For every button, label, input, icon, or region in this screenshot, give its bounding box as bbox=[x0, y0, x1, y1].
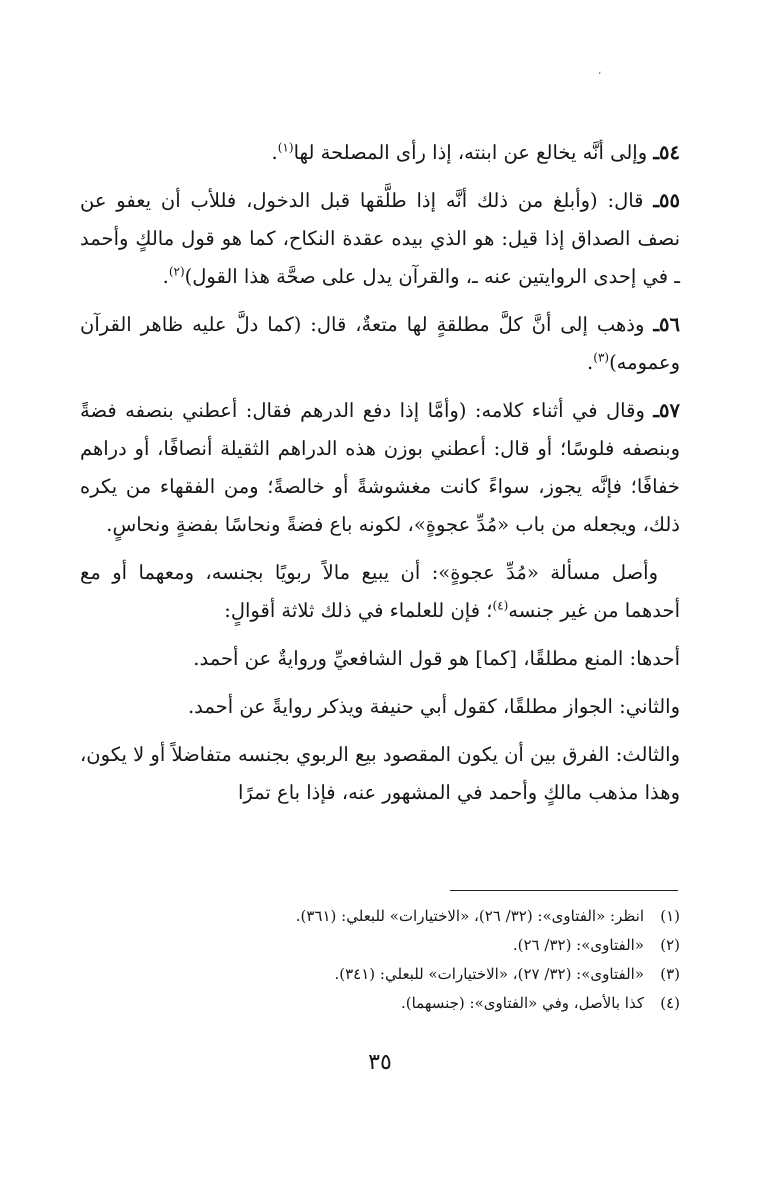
paragraph-text: قال: (وأبلغ من ذلك أنَّه إذا طلَّقها قبل الدخول، فللأب أن يعفو عن نصف الصداق إذا قيل: هو الذي بيده عقدة النكاح، كما هو قول مالكٍ وأحمد ـ في إحدى الروايتين عنه ـ، والقرآن يدل على صحَّة هذا القول) bbox=[80, 189, 680, 288]
footnote-text: كذا بالأصل، وفي «الفتاوى»: (جنسهما). bbox=[400, 994, 644, 1012]
footnote-separator bbox=[450, 890, 678, 891]
paragraph-number: ٥٥ـ bbox=[653, 189, 680, 212]
paragraph-number: ٥٤ـ bbox=[653, 141, 680, 164]
footnote-1 bbox=[80, 902, 680, 931]
paragraph-first-opinion bbox=[80, 640, 680, 678]
paragraph-57 bbox=[80, 392, 680, 544]
footnote-ref: (٤) bbox=[492, 598, 509, 613]
paragraph-mudd-ajwa bbox=[80, 554, 680, 630]
main-text bbox=[80, 134, 680, 822]
paragraph-tail: . bbox=[587, 351, 594, 374]
footnote-number: (١) bbox=[660, 907, 680, 925]
footnote-3 bbox=[80, 960, 680, 989]
paragraph-56 bbox=[80, 306, 680, 382]
paragraph-tail: . bbox=[162, 265, 169, 288]
stray-mark: ، bbox=[598, 66, 602, 77]
footnote-2 bbox=[80, 931, 680, 960]
paragraph-text: أحدها: المنع مطلقًا، [كما] هو قول الشافعيِّ وروايةٌ عن أحمد. bbox=[193, 647, 680, 670]
paragraph-tail: . bbox=[271, 141, 278, 164]
paragraph-number: ٥٧ـ bbox=[653, 399, 680, 422]
paragraph-second-opinion bbox=[80, 688, 680, 726]
footnote-ref: (٢) bbox=[168, 264, 185, 279]
paragraph-text: والثالث: الفرق بين أن يكون المقصود بيع الربوي بجنسه متفاضلاً أو لا يكون، وهذا مذهب مالكٍ وأحمد في المشهور عنه، فإذا باع تمرًا bbox=[80, 743, 680, 804]
footnote-number: (٣) bbox=[660, 965, 680, 983]
footnote-4 bbox=[80, 989, 680, 1018]
footnote-text: «الفتاوى»: (٣٢/ ٢٧)، «الاختيارات» للبعلي: (٣٤١). bbox=[334, 965, 644, 983]
paragraph-third-opinion bbox=[80, 736, 680, 812]
footnote-text: «الفتاوى»: (٣٢/ ٢٦). bbox=[512, 936, 644, 954]
footnote-number: (٤) bbox=[660, 994, 680, 1012]
footnote-text: انظر: «الفتاوى»: (٣٢/ ٢٦)، «الاختيارات» للبعلي: (٣٦١). bbox=[295, 907, 644, 925]
paragraph-text: وإلى أنَّه يخالع عن ابنته، إذا رأى المصلحة لها bbox=[293, 141, 654, 164]
paragraph-54 bbox=[80, 134, 680, 172]
paragraph-text: وأصل مسألة «مُدِّ عجوةٍ»: أن يبيع مالاً ربويًا بجنسه، ومعهما أو مع أحدهما من غير جنسه bbox=[80, 561, 680, 622]
paragraph-text: وذهب إلى أنَّ كلَّ مطلقةٍ لها متعةٌ، قال: (كما دلَّ عليه ظاهر القرآن وعمومه) bbox=[80, 313, 680, 374]
paragraph-tail: ؛ فإن للعلماء في ذلك ثلاثة أقوالٍ: bbox=[224, 599, 493, 622]
footnotes bbox=[80, 902, 680, 1018]
footnote-ref: (١) bbox=[277, 140, 294, 155]
footnote-number: (٢) bbox=[660, 936, 680, 954]
footnote-ref: (٣) bbox=[593, 350, 610, 365]
paragraph-text: وقال في أثناء كلامه: (وأمَّا إذا دفع الدرهم فقال: أعطني بنصفه فضةً وبنصفه فلوسًا؛ أو قال: أعطني بوزن هذه الدراهم الثقيلة أنصافًا، أو دراهم خفافًا؛ فإنَّه يجوز، سواءً كانت مغشوشةً أو خالصةً؛ ومن الفقهاء من يكره ذلك، ويجعله من باب «مُدِّ عجوةٍ»، لكونه باع فضةً ونحاسًا بفضةٍ ونحاسٍ. bbox=[80, 399, 680, 536]
paragraph-55 bbox=[80, 182, 680, 296]
page-number: ٣٥ bbox=[368, 1050, 392, 1075]
paragraph-number: ٥٦ـ bbox=[653, 313, 680, 336]
paragraph-text: والثاني: الجواز مطلقًا، كقول أبي حنيفة ويذكر روايةً عن أحمد. bbox=[187, 695, 680, 718]
